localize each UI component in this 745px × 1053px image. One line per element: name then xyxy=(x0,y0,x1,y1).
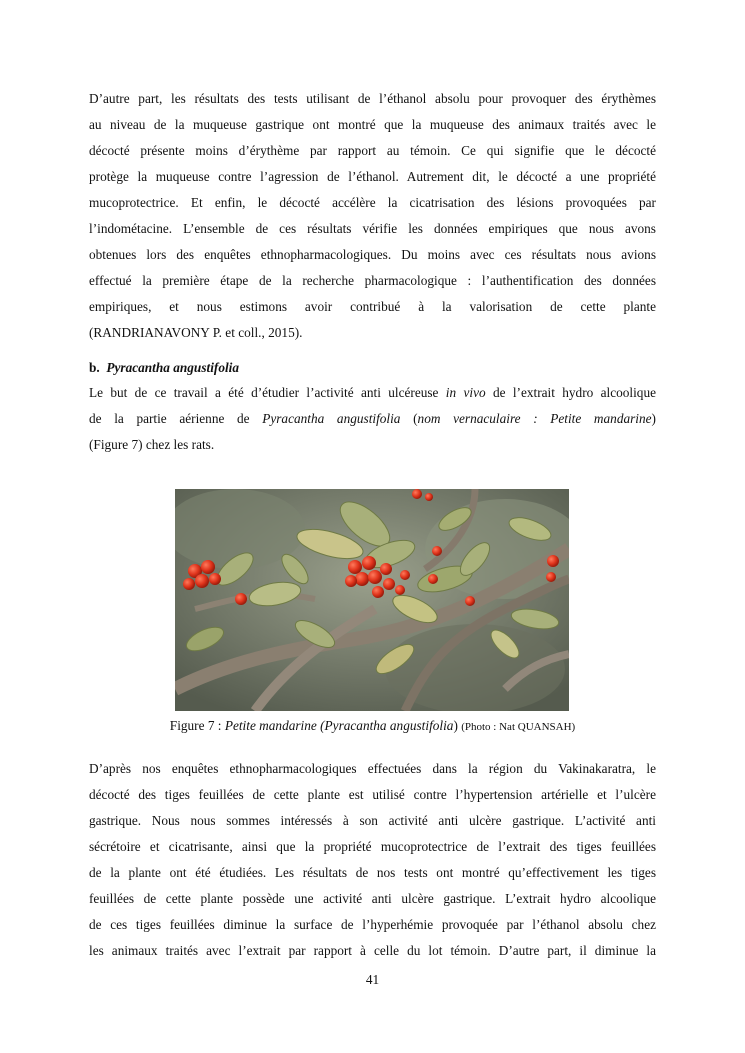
figure-caption: Figure 7 : Petite mandarine (Pyracantha angustifolia) (Photo : Nat QUANSAH) xyxy=(169,718,576,733)
page-number: 41 xyxy=(365,972,380,987)
text-line: sécrétoire et cicatrisante, ainsi que la propriété mucoprotectrice de l’extrait des tiges feuillées xyxy=(89,839,656,854)
text-line: D’après nos enquêtes ethnopharmacologiques effectuées dans la région du Vakinakaratra, le xyxy=(89,761,656,776)
section-b-heading xyxy=(89,358,239,378)
paragraph-section-a-conclusion xyxy=(89,86,656,346)
text-line: empiriques, et nous estimons avoir contribué à la valorisation de cette plante xyxy=(89,299,656,314)
photo-credit: (Photo : Nat QUANSAH) xyxy=(461,721,576,733)
text-line: l’indométacine. L’ensemble de ces résultats vérifie les données empiriques que nous avons xyxy=(89,221,656,236)
text-line: (RANDRIANAVONY P. et coll., 2015). xyxy=(89,325,303,340)
section-b-label: b. xyxy=(89,360,100,375)
text-line: de la plante ont été étudiées. Les résultats de nos tests ont montré qu’effectivement les tiges xyxy=(89,865,656,880)
text-line: au niveau de la muqueuse gastrique ont montré que la muqueuse des animaux traités avec le xyxy=(89,117,656,132)
figure-photo-pyracantha xyxy=(175,489,569,711)
text-line: feuillées de cette plante possède une activité anti ulcère gastrique. L’extrait hydro alcoolique xyxy=(89,891,656,906)
text-line: (Figure 7) chez les rats. xyxy=(89,437,215,452)
text-line: décocté présente moins d’érythème par rapport au témoin. Ce qui signifie que le décocté xyxy=(89,143,656,158)
text-line: Le but de ce travail a été d’étudier l’activité anti ulcéreuse in vivo de l’extrait hydro alcoolique xyxy=(89,385,656,400)
text-line: D’autre part, les résultats des tests utilisant de l’éthanol absolu pour provoquer des érythèmes xyxy=(89,91,656,106)
paragraph-section-b-results xyxy=(89,756,656,964)
text-line: décocté des tiges feuillées de cette plante est utilisé contre l’hypertension artérielle et l’ulcère xyxy=(89,787,656,802)
text-line: mucoprotectrice. Et enfin, le décocté accélère la cicatrisation des lésions provoquées par xyxy=(89,195,656,210)
text-line: de la partie aérienne de Pyracantha angustifolia (nom vernaculaire : Petite mandarine) xyxy=(89,411,656,426)
paragraph-section-b-intro xyxy=(89,380,656,458)
text-line: les animaux traités avec l’extrait par rapport à celle du lot témoin. D’autre part, il diminue la xyxy=(89,943,656,958)
text-line: gastrique. Nous nous sommes intéressés à son activité anti ulcère gastrique. L’activité anti xyxy=(89,813,656,828)
text-line: effectué la première étape de la recherche pharmacologique : l’authentification des données xyxy=(89,273,656,288)
text-line: obtenues lors des enquêtes ethnopharmacologiques. Du moins avec ces résultats nous avions xyxy=(89,247,656,262)
text-line: de ces tiges feuillées diminue la surface de l’hyperhémie provoquée par l’éthanol absolu chez xyxy=(89,917,656,932)
text-line: protège la muqueuse contre l’agression de l’éthanol. Autrement dit, le décocté a une propriété xyxy=(89,169,656,184)
section-b-title: Pyracantha angustifolia xyxy=(106,360,240,375)
